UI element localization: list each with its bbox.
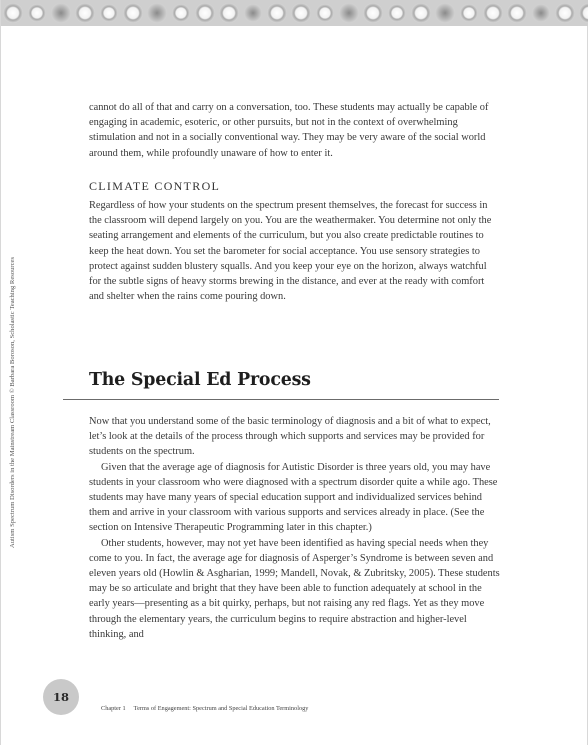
decorative-circle: [195, 3, 215, 23]
decorative-circle: [388, 4, 406, 22]
decorative-circle: [147, 3, 167, 23]
decorative-circle: [75, 3, 95, 23]
chapter-heading: The Special Ed Process: [89, 370, 311, 390]
footer-chapter-title: Terms of Engagement: Spectrum and Special Education Terminology: [133, 705, 309, 712]
decorative-circle: [51, 3, 71, 23]
decorative-circle: [100, 4, 118, 22]
side-copyright-caption: Autism Spectrum Disorders in the Mainstream Classroom © Barbara Boroson, Scholastic Teaching Resources: [9, 256, 16, 548]
decorative-circles-icon: [1, 0, 588, 26]
decorative-circle: [435, 3, 455, 23]
decorative-circle: [172, 4, 190, 22]
chapter-paragraph-1: Now that you understand some of the basic terminology of diagnosis and a bit of what to expect, let’s look at the details of the process through which supports and services may be provided for students on the spectrum.: [89, 416, 491, 458]
intro-paragraph: cannot do all of that and carry on a conversation, too. These students may actually be capable of engaging in academic, esoteric, or other pursuits, but not in the context of overwhelming stimulation and not in a socially conventional way. They may be very aware of the social world around them, while profoundly unaware of how to enter it.: [89, 102, 489, 159]
decorative-circle: [267, 3, 287, 23]
heading-divider: [63, 399, 499, 400]
running-footer: [101, 705, 308, 712]
decorative-circle: [291, 3, 311, 23]
decorative-circle: [460, 4, 478, 22]
decorative-circle: [316, 4, 334, 22]
footer-chapter-label: Chapter 1: [101, 705, 126, 712]
decorative-circle: [363, 3, 383, 23]
section-title: CLIMATE CONTROL: [89, 178, 221, 193]
decorative-circle: [28, 4, 46, 22]
decorative-circle: [3, 3, 23, 23]
decorative-circle: [579, 3, 588, 23]
decorative-circle: [123, 3, 143, 23]
decorative-circle: [483, 3, 503, 23]
intro-section: [89, 100, 501, 304]
chapter-paragraph-3: Other students, however, may not yet have been identified as having special needs when they come to you. In fact, the average age for diagnosis of Asperger’s Syndrome is between seven and eleven years old (Howlin & Asgharian, 1999; Mandell, Novak, & Zubritsky, 2005). These students may be so articulate and bright that they have been able to function adequately at school in the early years—presenting as a bit quirky, perhaps, but not raising any red flags. Yet as they move through the elementary years, the curriculum begins to require abstraction and higher-level thinking, and: [89, 537, 500, 640]
decorative-circle: [339, 3, 359, 23]
chapter-body: [89, 414, 501, 642]
decorative-circle: [507, 3, 527, 23]
section-paragraph: Regardless of how your students on the spectrum present themselves, the forecast for success in the classroom will depend largely on you. You are the weathermaker. You determine not only the seating arrangement and elements of the curriculum, but you also create predictable routines to keep the heat down. You set the barometer for social acceptance. You use sensory strategies to protect against sudden blustery squalls. And you keep your eye on the horizon, always watchful for the subtle signs of heavy storms brewing in the distance, and ever at the ready with comfort and shelter when the rains come pouring down.: [89, 200, 492, 303]
decorative-circle: [532, 4, 550, 22]
decorative-circle: [411, 3, 431, 23]
chapter-paragraph-2: Given that the average age of diagnosis for Autistic Disorder is three years old, you may have students in your classroom who were diagnosed with a spectrum disorder quite a while ago. These students may have many years of special education support and individualized services behind them and arrive in your classroom with various supports and services already in place. (See the section on Intensive Therapeutic Programming later in this chapter.): [89, 461, 498, 534]
decorative-circle: [244, 4, 262, 22]
decorative-circle: [555, 3, 575, 23]
decorative-circle: [219, 3, 239, 23]
page-number: 18: [52, 690, 69, 704]
decorative-header-band: [1, 0, 588, 26]
page-number-badge: [43, 679, 79, 715]
